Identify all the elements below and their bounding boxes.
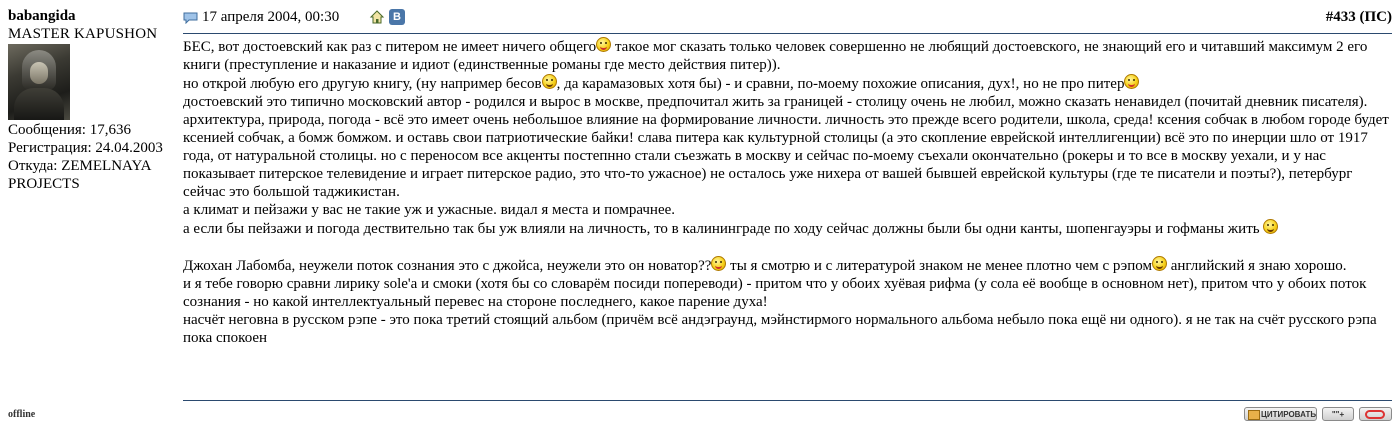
message-text: БЕС, вот достоевский как раз с питером не имеет ничего общего	[183, 39, 597, 55]
tongue-smiley-icon	[1124, 74, 1139, 89]
post-bubble-icon	[183, 12, 198, 29]
smile-smiley-icon	[1263, 219, 1278, 234]
message-text: Джохан Лабомба, неужели поток сознания это с джойса, неужели это он новатор??	[183, 258, 712, 274]
message-text: а если бы пейзажи и погода дествительно так бы уж влияли на личность, то в калининграде по ходу сейчас должны были бы одни канты, шопенгауэры и гофманы жить	[183, 221, 1260, 237]
message-paragraph: насчёт неговна в русском рэпе - это пока третий стоящий альбом (причём всё андэграунд, мэйнстирмого нормального альбома небыло пока ещё ни одного). я не так на счёт русского рэпа пока спокоен	[183, 312, 1377, 346]
post-date: 17 апреля 2004, 00:30	[202, 9, 340, 25]
user-registration-date: Регистрация: 24.04.2003	[8, 140, 163, 156]
message-text: английский я знаю хорошо.	[1166, 258, 1347, 274]
username[interactable]: babangida	[8, 8, 76, 24]
tongue-smiley-icon	[596, 37, 611, 52]
message-text: но открой любую его другую книгу, (ну например бесов	[183, 76, 542, 92]
message-text: , да карамазовых хотя бы) - и сравни, по-моему похожие описания, дух!, но не про питер	[556, 76, 1125, 92]
report-icon	[1365, 410, 1385, 419]
post-message	[183, 37, 1392, 347]
message-text: такое мог сказать только человек совершенно не любящий достоевского, не знающий его и читавший максимум 2 его книги (преступление и наказание и идиот (единственные романы где место действия питер)).	[183, 39, 1368, 73]
report-button[interactable]	[1359, 407, 1392, 421]
avatar	[8, 44, 70, 120]
multiquote-button[interactable]: ""+	[1322, 407, 1354, 421]
message-paragraph	[183, 219, 1392, 238]
quote-button[interactable]	[1244, 407, 1317, 421]
header-divider	[183, 33, 1392, 34]
message-paragraph: архитектура, природа, погода - всё это имеет очень небольшое влияние на формирование личности. личность это прежде всего родители, школа, среда! ксения собчак в любом городе будет ксенией собчак, а бомж бомжом. и оставь свои патриотические байки! слава питера как культурной столицы (а это скопление еврейской интеллигенции) всё это по инерции шло от 1917 года, от натуральной столицы. но с переносом все акценты постепнно стали съезжать в москву и сейчас по-моему съехали окончательно (рокеры и то все в москву уехали, и у нас показывает питерское телевидение и играет питерское радио, это что-то ужасное) не осталось уже нихера от вашей бывшей еврейской культуры (где те писатели и поэты?), петербург сейчас это большой таджикистан.	[183, 112, 1389, 200]
footer-divider	[183, 400, 1392, 401]
message-paragraph	[183, 256, 1392, 275]
message-paragraph	[183, 74, 1392, 93]
user-title: MASTER KAPUSHON	[8, 26, 158, 42]
vk-icon[interactable]: В	[389, 9, 405, 25]
user-posts-count: Сообщения: 17,636	[8, 122, 131, 138]
smile-smiley-icon	[542, 74, 557, 89]
grin-smiley-icon	[1152, 256, 1167, 271]
message-paragraph	[183, 37, 1392, 74]
message-paragraph: а климат и пейзажи у вас не такие уж и ужасные. видал я места и помрачнее.	[183, 202, 676, 218]
tongue-smiley-icon	[711, 256, 726, 271]
user-info	[8, 7, 180, 193]
post-header	[183, 8, 1392, 32]
quote-icon	[1248, 410, 1260, 420]
online-status: offline	[8, 409, 36, 420]
message-paragraph: достоевский это типично московский автор - родился и вырос в москве, предпочитал жить за границей - столицу очень не любил, можно сказать ненавидел (почитай дневник писателя).	[183, 94, 1368, 110]
message-text: ты я смотрю и с литературой знаком не менее плотно чем с рэпом	[726, 258, 1152, 274]
quote-button-label: ЦИТИРОВАТЬ	[1261, 410, 1317, 419]
message-paragraph: и я тебе говорю сравни лирику sole'а и смоки (хотя бы со словарём посиди попереводи) - притом что у обоих хуёвая рифма (у сола её вообще в основном нет), притом что у обоих поток сознания - но какой интеллектуальный перевес на стороне последнего, какое парение духа!	[183, 276, 1367, 310]
user-location: Откуда: ZEMELNAYA PROJECTS	[8, 158, 151, 192]
post-number-link[interactable]: #433 (ПС)	[1325, 9, 1392, 25]
home-icon[interactable]	[369, 9, 385, 30]
